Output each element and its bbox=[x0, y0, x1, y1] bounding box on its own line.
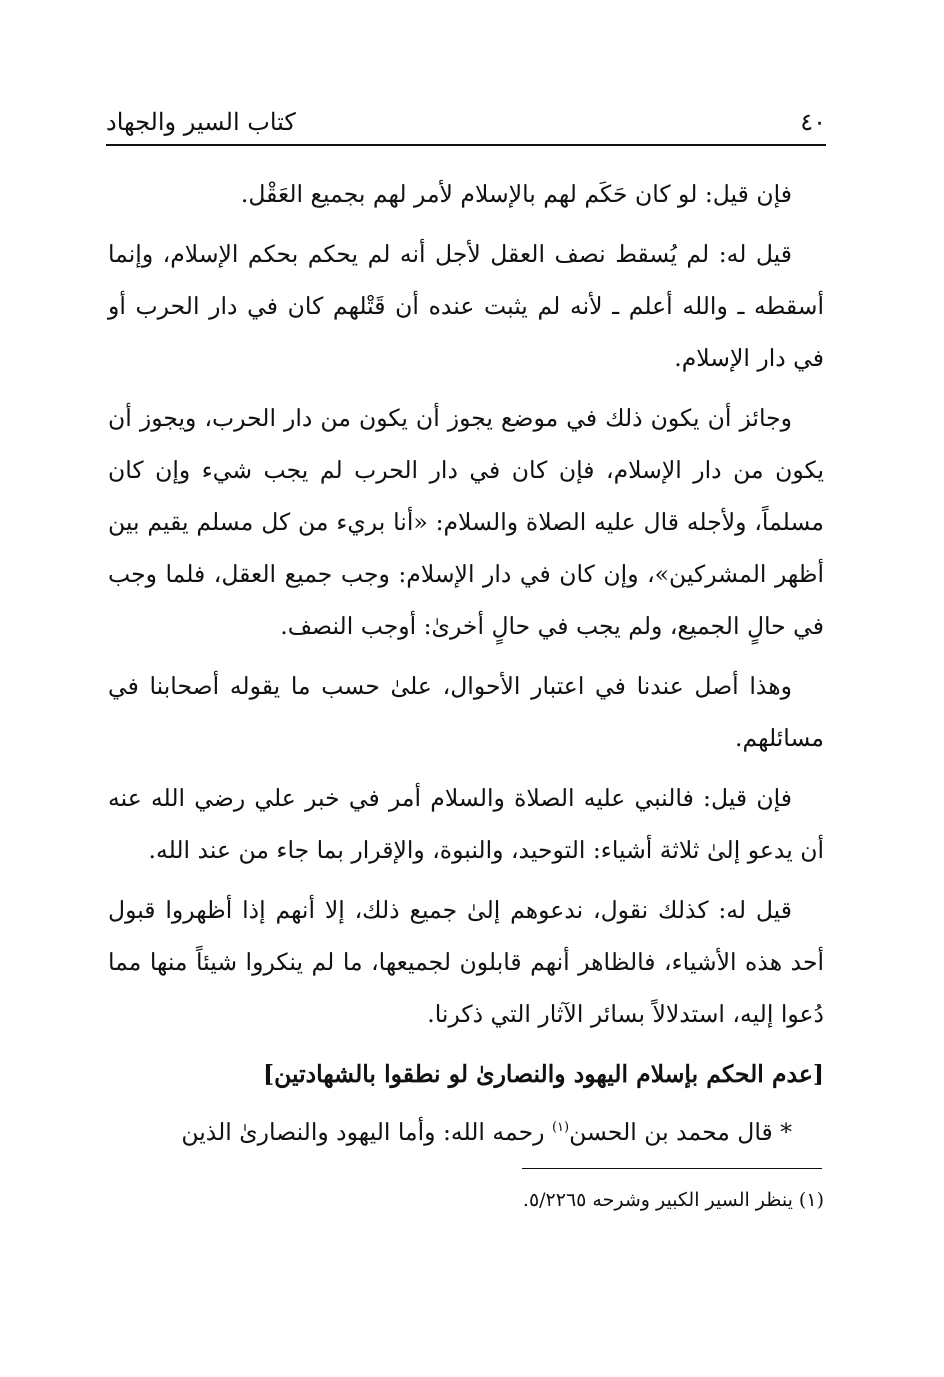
paragraph: قيل له: لم يُسقط نصف العقل لأجل أنه لم يحكم بحكم الإسلام، وإنما أسقطه ـ والله أعلم ـ لأنه لم يثبت عنده أن قَتْلهم كان في دار الحرب أو في دار الإسلام. bbox=[108, 240, 824, 372]
footnote-rule bbox=[522, 1168, 822, 1169]
header-rule bbox=[106, 144, 826, 146]
paragraph: فإن قيل: لو كان حَكَم لهم بالإسلام لأمر لهم بجميع العَقْل. bbox=[240, 180, 792, 208]
paragraph: وهذا أصل عندنا في اعتبار الأحوال، علىٰ حسب ما يقوله أصحابنا في مسائلهم. bbox=[108, 672, 824, 752]
page-header bbox=[106, 102, 826, 142]
paragraph: قيل له: كذلك نقول، ندعوهم إلىٰ جميع ذلك، إلا أنهم إذا أظهروا قبول أحد هذه الأشياء، فالظاهر أنهم قابلون لجميعها، ما لم ينكروا شيئاً منها مما دُعوا إليه، استدلالاً بسائر الآثار التي ذكرنا. bbox=[108, 896, 824, 1028]
footnote-marker: (١) bbox=[551, 1120, 570, 1136]
section-heading: [عدم الحكم بإسلام اليهود والنصارىٰ لو نطقوا بالشهادتين] bbox=[263, 1060, 824, 1088]
footnote: (١) ينظر السير الكبير وشرحه ٥/٢٢٦٥. bbox=[522, 1189, 824, 1211]
paragraph bbox=[108, 1106, 824, 1158]
paragraph: فإن قيل: فالنبي عليه الصلاة والسلام أمر في خبر علي رضي الله عنه أن يدعو إلىٰ ثلاثة أشياء: التوحيد، والنبوة، والإقرار بما جاء من عند الله. bbox=[108, 784, 824, 864]
main-text bbox=[108, 168, 824, 1166]
paragraph: وجائز أن يكون ذلك في موضع يجوز أن يكون من دار الحرب، ويجوز أن يكون من دار الإسلام، فإن كان في دار الحرب لم يجب شيء وإن كان مسلماً، ولأجله قال عليه الصلاة والسلام: «أنا بريء من كل مسلم يقيم بين أظهر المشركين»، وإن كان في دار الإسلام: وجب جميع العقل، فلما وجب في حالٍ الجميع، ولم يجب في حالٍ أخرىٰ: أوجب النصف. bbox=[108, 404, 824, 640]
page-number: ٤٠ bbox=[800, 108, 826, 136]
paragraph-start: * قال محمد بن الحسن bbox=[569, 1118, 792, 1146]
book-title: كتاب السير والجهاد bbox=[106, 108, 296, 136]
paragraph-end: رحمه الله: وأما اليهود والنصارىٰ الذين bbox=[181, 1118, 552, 1146]
